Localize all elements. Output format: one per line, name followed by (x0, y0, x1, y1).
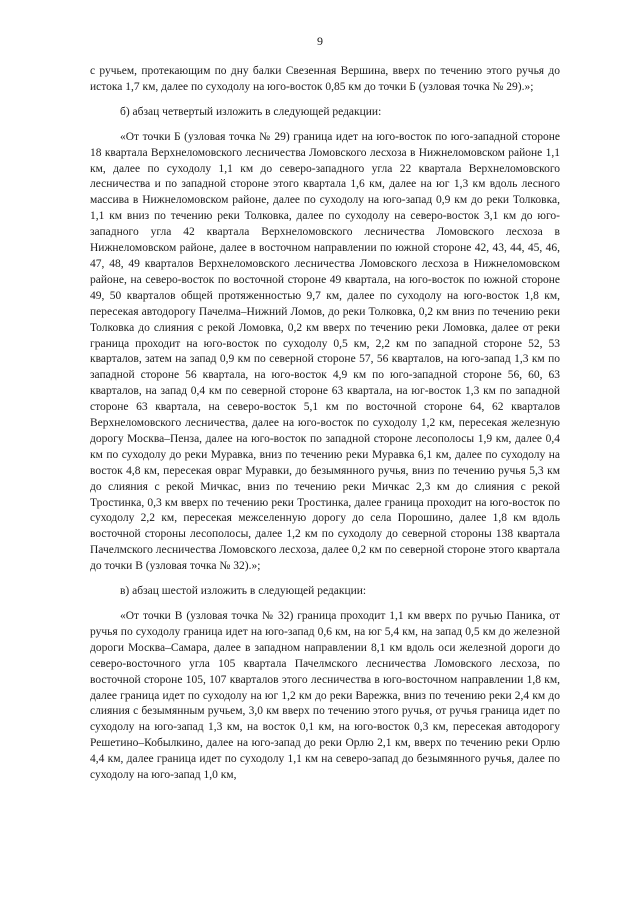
paragraph-point-v-boundary: «От точки В (узловая точка № 32) граница проходит 1,1 км вверх по ручью Паника, от ручья по суходолу граница идет на юго-запад 0,6 км, на юг 5,4 км, на запад 0,5 км до железной дороги Москва–Самара, далее в западном направлении 8,1 км вдоль оси железной дороги до северо-восточного угла 105 квартала Пачелмского лесничества Ломовского лесхоза, по восточной стороне 105, 107 кварталов этого лесничества в юго-восточном направлении 1,8 км, далее граница идет по суходолу на юг 1,2 км до реки Варежка, вниз по течению реки 2,4 км до слияния с безымянным ручьем, 3,0 км вверх по течению этого ручья, от ручья граница идет по суходолу на юго-запад 1,3 км, на восток 0,1 км, на юго-восток 0,3 км, пересекая автодорогу Решетино–Кобылкино, далее на юго-запад до реки Орлю 2,1 км, вверх по течению реки Орлю 4,4 км, далее граница идет по суходолу 1,1 км на северо-запад до безымянного ручья, далее по суходолу на юго-запад 1,0 км, (90, 610, 560, 782)
document-body (90, 64, 560, 784)
paragraph-amendment-b-heading: б) абзац четвертый изложить в следующей редакции: (120, 105, 382, 118)
paragraph-continuation: с ручьем, протекающим по дну балки Свезенная Вершина, вверх по течению этого ручья до истока 1,7 км, далее по суходолу на юго-восток 0,85 км до точки Б (узловая точка № 29).»; (90, 65, 560, 93)
paragraph-amendment-v-heading: в) абзац шестой изложить в следующей редакции: (120, 585, 367, 598)
paragraph-point-b-boundary: «От точки Б (узловая точка № 29) граница идет на юго-восток по юго-западной стороне 18 квартала Верхнеломовского лесничества Ломовского лесхоза в Нижнеломовском районе 1,1 км, далее по суходолу 1,1 км до северо-западного угла 22 квартала Верхнеломовского лесничества и по западной стороне этого квартала 1,6 км, далее на юг 1,3 км вдоль лесного массива в Нижнеломовском районе, далее по суходолу на юго-запад 0,9 км до реки Толковка, 1,1 км вниз по течению реки Толковка, далее по суходолу на северо-восток 3,1 км до юго-западного угла 42 квартала Верхнеломовского лесничества Ломовского лесхоза в Нижнеломовском районе, далее в восточном направлении по южной стороне 42, 43, 44, 45, 46, 47, 48, 49 кварталов Верхнеломовского лесничества Ломовского лесхоза в Нижнеломовском районе, на северо-восток по восточной стороне 49 квартала, на юго-восток по южной стороне 49, 50 кварталов общей протяженностью 9,7 км, далее по суходолу на юго-восток 1,8 км, пересекая автодорогу Пачелма–Нижний Ломов, до реки Толковка, 0,2 км вниз по течению реки Толковка до слияния с рекой Ломовка, 0,2 км вверх по течению реки Ломовка, далее от реки граница проходит на юго-восток по суходолу 0,5 км, 2,2 км по западной стороне 52, 53 кварталов, затем на запад 0,9 км по северной стороне 57, 56 кварталов, на юго-запад 1,3 км по западной стороне 56 квартала, на юго-восток 4,9 км по юго-западной стороне 56, 60, 63 кварталов, на запад 0,4 км по северной стороне 63 квартала, на юг-восток 1,3 км по западной стороне 63 квартала, на северо-восток 5,1 км по восточной стороне 64, 62 кварталов Верхнеломовского лесничества, далее на юго-восток по суходолу 1,2 км, пересекая железную дорогу Москва–Пенза, далее на юго-восток по западной стороне лесополосы 1,9 км, далее 0,4 км по суходолу до реки Муравка, вниз по течению реки Муравка 6,1 км, далее по суходолу на восток 4,8 км, пересекая овраг Муравки, до безымянного ручья, вниз по течению ручья 5,3 км до слияния с рекой Мичкас, вниз по течению реки Мичкас 2,3 км до слияния с рекой Тростинка, 0,3 км вверх по течению реки Тростинка, далее граница проходит на юго-восток по суходолу 2,2 км, пересекая межселенную дорогу до села Порошино, далее 1,8 км вдоль восточной стороны лесополосы, далее 1,2 км по суходолу до северной стороны 138 квартала Пачелмского лесничества Ломовского лесхоза, далее 0,2 км по северной стороне этого квартала до точки В (узловая точка № 32).»; (90, 130, 560, 573)
page-number: 9 (317, 34, 323, 48)
